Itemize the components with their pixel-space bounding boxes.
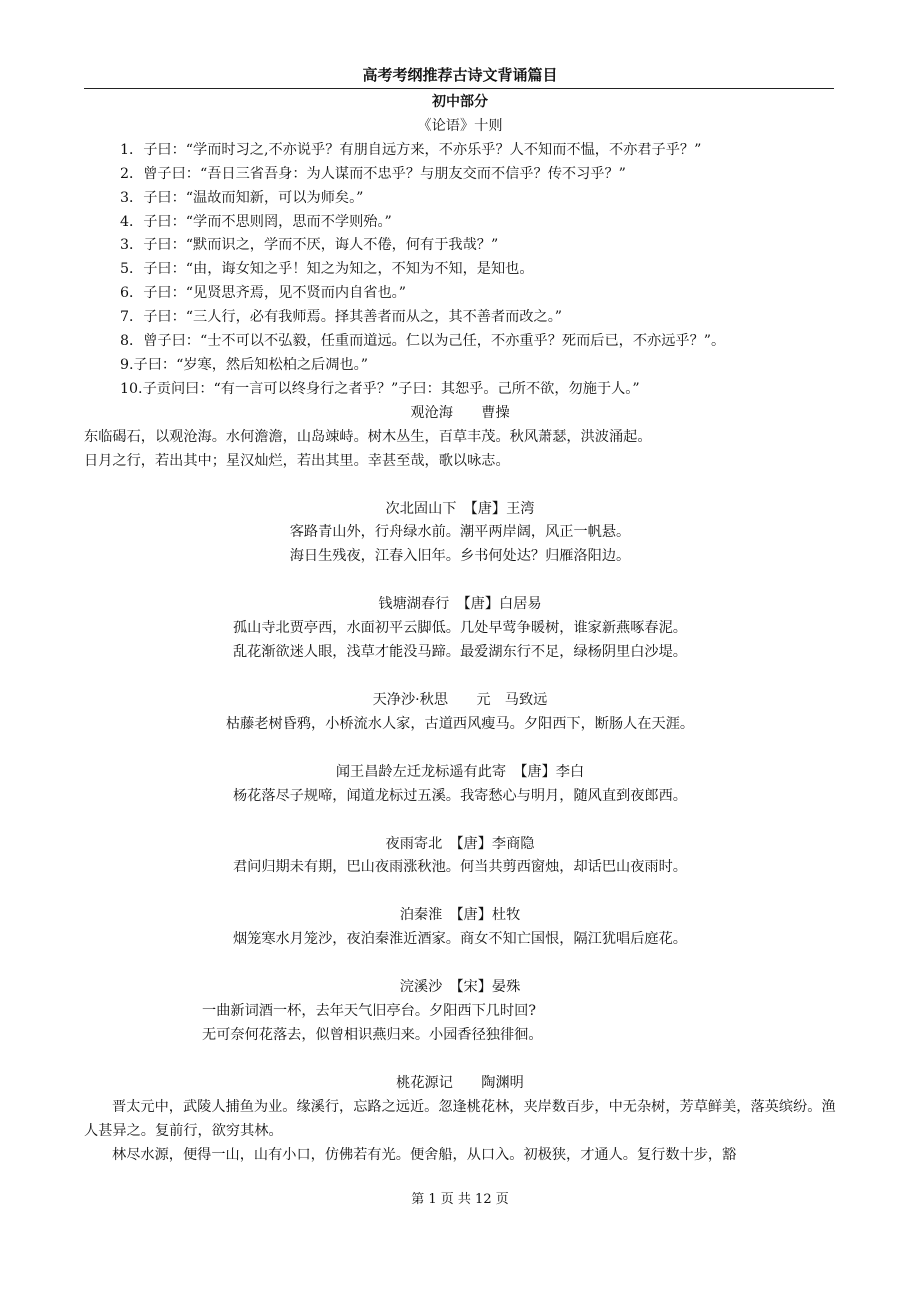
header-title: 高考考纲推荐古诗文背诵篇目 <box>362 66 558 84</box>
poem-title: 泊秦淮 【唐】杜牧 <box>399 907 521 924</box>
poem-line: 无可奈何花落去，似曾相识燕归来。小园香径独徘徊。 <box>202 1027 543 1043</box>
spacer <box>84 952 836 976</box>
lunyu-title: 《论语》十则 <box>417 117 503 134</box>
poem-line: 枯藤老树昏鸦，小桥流水人家，古道西风瘦马。夕阳西下，断肠人在天涯。 <box>225 715 695 732</box>
prose-paragraph: 晋太元中，武陵人捕鱼为业。缘溪行，忘路之远近。忽逢桃花林，夹岸数百步，中无杂树，芳草鲜美，落英缤纷。渔人甚异之。复前行，欲穷其林。 <box>84 1098 836 1139</box>
poem-line: 东临碣石，以观沧海。水何澹澹，山岛竦峙。树木丛生，百草丰茂。秋风萧瑟，洪波涌起。 <box>84 428 652 445</box>
spacer <box>84 737 836 761</box>
poem-title: 闻王昌龄左迁龙标遥有此寄 【唐】李白 <box>335 763 585 780</box>
poem-line: 日月之行，若出其中；星汉灿烂，若出其里。幸甚至哉，歌以咏志。 <box>84 452 510 469</box>
prose-paragraph: 林尽水源，便得一山，山有小口，仿佛若有光。便舍船，从口入。初极狭，才通人。复行数十步，豁 <box>112 1146 737 1163</box>
spacer <box>84 880 836 904</box>
lunyu-line: 9.子曰：“岁寒，然后知松柏之后凋也。” <box>120 356 368 373</box>
poem-line: 一曲新词酒一杯，去年天气旧亭台。夕阳西下几时回? <box>202 1003 536 1020</box>
lunyu-line: 3．子曰：“默而识之，学而不厌，诲人不倦，何有于我哉？” <box>120 237 499 254</box>
poem-line: 孤山寺北贾亭西，水面初平云脚低。几处早莺争暖树，谁家新燕啄春泥。 <box>232 620 687 637</box>
spacer <box>84 665 836 689</box>
poem-line: 烟笼寒水月笼沙，夜泊秦淮近酒家。商女不知亡国恨，隔江犹唱后庭花。 <box>232 931 687 948</box>
lunyu-line: 8．曾子曰：“士不可以不弘毅，任重而道远。仁以为己任，不亦重乎？死而后已，不亦远乎？”。 <box>120 333 726 350</box>
spacer <box>84 474 836 498</box>
page-number: 第 1 页 共 12 页 <box>411 1192 509 1207</box>
lunyu-line: 5．子曰：“由，诲女知之乎！知之为知之，不知为不知，是知也。 <box>120 261 534 278</box>
lunyu-line: 3．子曰：“温故而知新，可以为师矣。” <box>120 189 364 206</box>
lunyu-line: 1．子曰：“学而时习之,不亦说乎？有朋自远方来，不亦乐乎？人不知而不愠，不亦君子乎？” <box>120 141 702 158</box>
lunyu-line: 2．曾子曰：“吾日三省吾身：为人谋而不忠乎？与朋友交而不信乎？传不习乎？” <box>120 165 626 182</box>
poem-title: 钱塘湖春行 【唐】白居易 <box>378 596 542 613</box>
lunyu-line: 10.子贡问曰：“有一言可以终身行之者乎？”子曰：其恕乎。己所不欲，勿施于人。” <box>120 380 640 397</box>
poem-line: 杨花落尽子规啼，闻道龙标过五溪。我寄愁心与明月，随风直到夜郎西。 <box>232 787 687 804</box>
poem-line: 乱花渐欲迷人眼，浅草才能没马蹄。最爱湖东行不足，绿杨阴里白沙堤。 <box>232 644 687 661</box>
poem-title: 天净沙·秋思 元 马致远 <box>372 691 548 708</box>
document-content <box>84 91 836 1168</box>
header-rule <box>84 88 834 89</box>
lunyu-line: 6．子曰：“见贤思齐焉，见不贤而内自省也。” <box>120 285 406 302</box>
poem-title: 浣溪沙 【宋】晏殊 <box>399 979 521 996</box>
spacer <box>84 1048 836 1072</box>
poem-title: 观沧海 曹操 <box>410 404 510 421</box>
poem-title: 桃花源记 陶渊明 <box>396 1074 524 1091</box>
poem-line: 君问归期未有期，巴山夜雨涨秋池。何当共剪西窗烛，却话巴山夜雨时。 <box>232 859 687 876</box>
spacer <box>84 809 836 833</box>
lunyu-line: 4．子曰：“学而不思则罔，思而不学则殆。” <box>120 213 392 230</box>
poem-line: 海日生残夜，江春入旧年。乡书何处达？归雁洛阳边。 <box>289 548 631 565</box>
poem-line: 客路青山外，行舟绿水前。潮平两岸阔，风正一帆悬。 <box>289 524 631 541</box>
poem-title: 夜雨寄北 【唐】李商隐 <box>385 835 535 852</box>
poem-title: 次北固山下 【唐】王湾 <box>385 500 535 517</box>
lunyu-line: 7．子曰：“三人行，必有我师焉。择其善者而从之，其不善者而改之。” <box>120 309 563 326</box>
spacer <box>84 569 836 593</box>
section-title: 初中部分 <box>432 94 488 110</box>
